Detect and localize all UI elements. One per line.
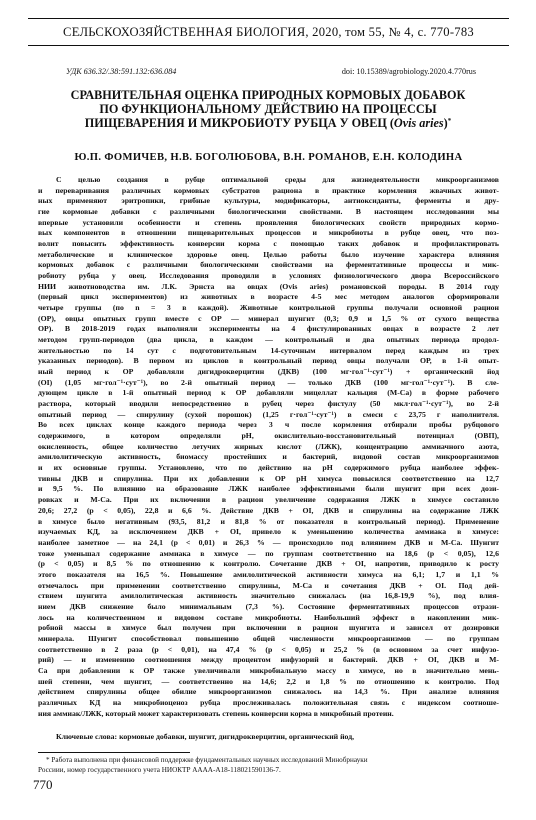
- footnote: [38, 756, 499, 775]
- abstract-line: ных применяют эритропики, грибные культуры, модификаторы, антиоксиданты, ферменты и дру-: [38, 196, 499, 206]
- abstract-line: раствора, который вводили непосредственно в рубец через фистулу (50 мкл·гол⁻¹·сут⁻¹), во 2-й: [38, 399, 499, 409]
- abstract-line: рий) — и изменению соотношения между процентом инфузорий и бактерий. ДКВ + ОI, ДКВ и М-: [38, 655, 499, 665]
- abstract-line: нием ДКВ снижение было минимальным (7,3 %). Состояние ферментативных процессов отрази-: [38, 601, 499, 611]
- abstract-line: минерала. Шунгит способствовал повышению общей численности микроорганизмов — по группам: [38, 633, 499, 643]
- abstract-line: ОР). В 2018-2019 годах выполняли эксперименты на 4 фистулированных овцах в возрасте 2 лет: [38, 324, 499, 334]
- abstract-line: окисленность, общее количество летучих жирных кислот (ЛЖК), концентрацию аммиачного азота,: [38, 441, 499, 451]
- abstract-line: изучаемых КД, за исключением ДКВ + ОI, привело к уменьшению количества аммиака в химусе:: [38, 527, 499, 537]
- abstract-line: НИИ животноводства им. Л.К. Эрнста на овцах (Ovis aries) романовской породы. В 2014 году: [38, 281, 499, 291]
- title-species: Ovis aries: [393, 116, 444, 131]
- abstract-line: (ОI) (1,05 мг·гол⁻¹·сут⁻¹), во 2-й опытный период — только ДКВ (100 мг·гол⁻¹·сут⁻¹). В сле-: [38, 377, 499, 387]
- abstract-line: и их основные группы. Установлено, что по действию на рН содержимого рубца наиболее эффек-: [38, 463, 499, 473]
- abstract-line: Во всех циклах конце каждого периода через 3 ч после кормления отбирали пробы рубцового: [38, 420, 499, 430]
- abstract-line: впервые установили особенности и степень проявления биологических свойств природных кормо-: [38, 217, 499, 227]
- abstract-line: наиболее заметное — на 24,1 (р < 0,01) и 26,3 % — происходило под влиянием ДКВ и М-Са. Шунгит: [38, 537, 499, 547]
- page-number: 770: [33, 777, 53, 792]
- footnote-line: Россиии, номер государственного учета НИОКТР АААА-А18-118021590136-7.: [38, 765, 281, 774]
- abstract-line: этого показателя на 16,5 %. Повышение амилолитической активности химуса на 6,1; 1,7 и 1,1 %: [38, 569, 499, 579]
- footnote-rule: [38, 752, 190, 753]
- abstract-line: содержимого, в котором определяли рН, окислительно-восстановительный потенциал (ОВП),: [38, 431, 499, 441]
- title-line-2: ПО ФУНКЦИОНАЛЬНОМУ ДЕЙСТВИЮ НА ПРОЦЕССЫ: [99, 102, 437, 117]
- title-line-1: СРАВНИТЕЛЬНАЯ ОЦЕНКА ПРИРОДНЫХ КОРМОВЫХ ДОБАВОК: [70, 88, 466, 102]
- abstract-line: робной массы в химусе был получен при включении в рацион шунгита и зависел от дозировки: [38, 623, 499, 633]
- article-meta: [66, 67, 476, 76]
- title-line-3: [38, 116, 498, 130]
- article-title: [38, 88, 498, 131]
- abstract-line: тоже уменьшал содержание аммиака в химусе — по группам соответственно на 18,6 (р < 0,05), 12,6: [38, 548, 499, 558]
- abstract-line: Са при добавлении к ОР также увеличивали микробиальную массу в химусе, но в значительно мень-: [38, 665, 499, 675]
- abstract-line: четыре группы (по n = 3 в каждой). Животные контрольной группы получали основной рацион: [38, 303, 499, 313]
- abstract-line: волит повысить эффективность конверсии корма с помощью таких добавок и профилактировать: [38, 239, 499, 249]
- doi: doi: 10.15389/agrobiology.2020.4.770rus: [341, 67, 476, 76]
- abstract-line: метаболические и клиническое здоровье овец. Целью работы было изучение характера влияния: [38, 249, 499, 259]
- abstract-line: и переваривания различных кормовых субстратов рациона в практике кормления жвачных живот-: [38, 185, 499, 195]
- abstract-line: вых компонентов в отношении пищеварительных процессов и микробиоты в рубце овец, что поз-: [38, 228, 499, 238]
- abstract-line: жительностью по 14 сут с подготовительным 14-суточным интервалом перед каждым из трех: [38, 345, 499, 355]
- abstract-line: (первый цикл экспериментов) из животных в возрасте 4-5 мес методом аналогов сформировали: [38, 292, 499, 302]
- abstract-line: ный период к ОР добавляли дигидрокверцитин (ДКВ) (100 мг·гол⁻¹·сут⁻¹) + органический йод: [38, 367, 499, 377]
- abstract-line: шей степени, чем шунгит, — соответственно на 14,6; 2,2 и 1,8 % по отношению к контролю. Под: [38, 676, 499, 686]
- abstract-line: и 9,5 %. По влиянию на образование ЛЖК наиболее эффективными были шунгит при всех дози-: [38, 484, 499, 494]
- abstract-body: [38, 175, 499, 719]
- abstract-line: кормовых добавок с различными биологическими свойствами на ферментативные процессы и мик-: [38, 260, 499, 270]
- abstract-line: амилолитическую активность, биомассу простейших и бактерий, видовой состав микроорганизмов: [38, 452, 499, 462]
- abstract-line: действием спирулины общее обилие микроорганизмов снижалось на 14,3 %. При анализе влияния: [38, 687, 499, 697]
- abstract-line: ровках и М-Са. При их включении в рацион увеличение содержания ЛЖК в химусе составило: [38, 495, 499, 505]
- title-line-3-suffix: ): [443, 116, 448, 131]
- udk-code: УДК 636.32/.38:591.132:636.084: [66, 67, 177, 76]
- authors: Ю.П. ФОМИЧЕВ, Н.В. БОГОЛЮБОВА, В.Н. РОМАНОВ, Е.Н. КОЛОДИНА: [74, 152, 463, 163]
- abstract-line: указанных периодов). В первом из циклов в контрольный период овцы получали ОР, в 1-й опыт-: [38, 356, 499, 366]
- abstract-line: тивны ДКВ и спирулина. При их добавлении к ОР рН химуса повысился соответственно на 12,7: [38, 473, 499, 483]
- abstract: [38, 175, 499, 719]
- abstract-line: дующем цикле в 1-й опытный период к ОР добавляли мицеллат кальция (М-Са) в форме рабочего: [38, 388, 499, 398]
- abstract-line: лось на количественном и видовом составе микробиоты. Наибольший эффект в накоплении мик-: [38, 612, 499, 622]
- footnote-line: * Работа выполнена при финансовой поддержке фундаментальных научных исследований Минобрнауки: [46, 756, 368, 764]
- abstract-line: опытный период — спирулину (сухой порошок) (1,25 г·гол⁻¹·сут⁻¹) в смеси с 23,75 г наполнителя.: [38, 409, 499, 419]
- abstract-line: робиоту рубца у овец. Исследования проводили в условиях физиологического двора Всероссийского: [38, 271, 499, 281]
- abstract-line: в химусе было негативным (93,5, 81,2 и 81,8 % от показателя в контрольный период). Применение: [38, 516, 499, 526]
- keywords: Ключевые слова: кормовые добавки, шунгит, дигидрокверцитин, органический йод,: [56, 732, 355, 741]
- abstract-line: различных КД на микробиоценоз рубца прослеживалась положительная связь с индексом соотноше-: [38, 697, 499, 707]
- abstract-line: (р < 0,05) и 8,5 % по отношению к контролю. Сочетание ДКВ + ОI, напротив, приводило к росту: [38, 559, 499, 569]
- title-footnote-mark: *: [447, 117, 452, 126]
- abstract-line: методом групп-периодов (два цикла, в каждом — контрольный и два опытных периода продол-: [38, 335, 499, 345]
- abstract-line: ния аммиак/ЛЖК, который может характеризовать степень конверсии корма в микробный протеин.: [38, 708, 394, 718]
- abstract-line: ствием шунгита амилолитическая активность значительно снижалась (на 16,8-19,9 %), под влия-: [38, 591, 499, 601]
- abstract-line: отмечалось при применении соответственно спирулины, М-Са и сочетания ДКВ + ОI. Под дей-: [38, 580, 499, 590]
- running-head: СЕЛЬСКОХОЗЯЙСТВЕННАЯ БИОЛОГИЯ, 2020, том 55, № 4, с. 770-783: [28, 18, 509, 46]
- abstract-line: гие кормовые добавки с различными биологическими свойствами. В настоящем исследовании мы: [38, 207, 499, 217]
- abstract-line: (ОР), овцы опытных групп вместе с ОР — минерал шунгит (0,3; 0,9 и 1,5 % от сухого вещества: [38, 313, 499, 323]
- abstract-line: С целью создания в рубце оптимальной среды для жизнедеятельности микроорганизмов: [56, 175, 499, 184]
- title-line-3-prefix: ПИЩЕВАРЕНИЯ И МИКРОБИОТУ РУБЦА У ОВЕЦ (: [84, 116, 394, 131]
- abstract-line: соответственно в 2 раза (р < 0,01), на 47,4 % (р < 0,05) и 25,2 % (в основном за счет инфузо-: [38, 644, 499, 654]
- abstract-line: 20,6; 27,2 (р < 0,05), 22,8 и 6,6 %. Действие ДКВ + ОI, ДКВ и спирулины на содержание ЛЖК: [38, 505, 499, 515]
